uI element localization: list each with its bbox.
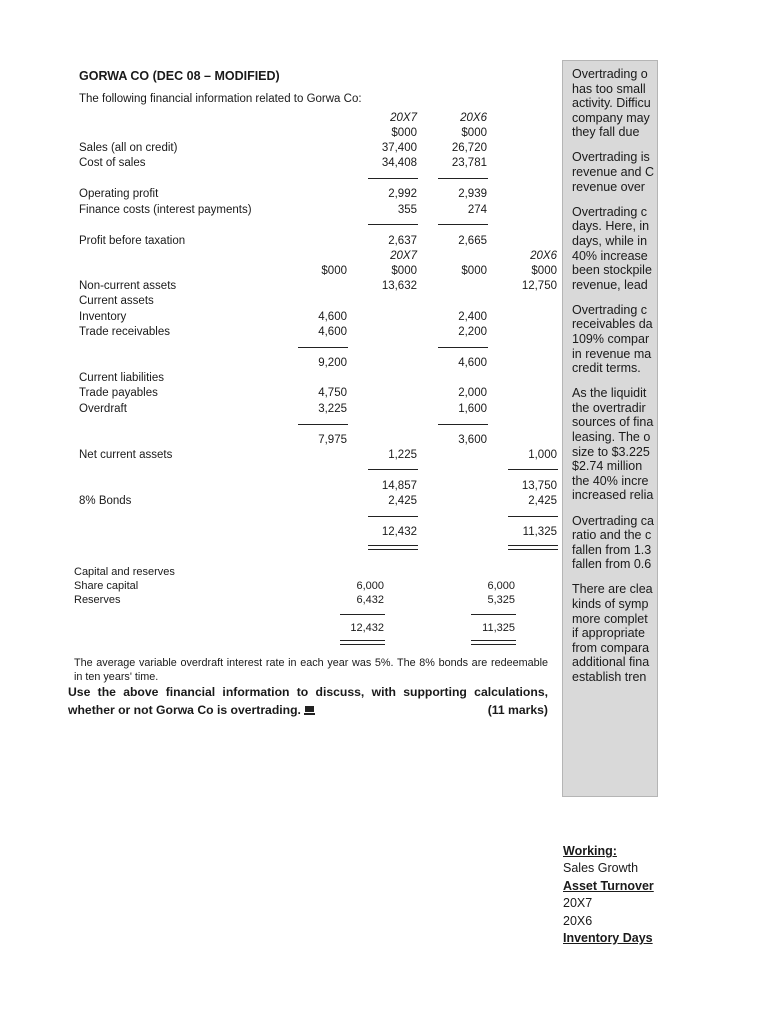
- bs-unit-a: $000: [321, 265, 347, 277]
- rule: [298, 424, 348, 425]
- nca-20x6: 12,750: [521, 280, 557, 292]
- cos-20x6: 23,781: [451, 157, 487, 169]
- answer-text: [572, 67, 658, 695]
- sc-20x7: 6,000: [356, 580, 384, 592]
- answer-paragraph: Overtrading c receivables da 109% compar in revenue ma credit terms.: [572, 302, 653, 376]
- cl-total-20x6: 3,600: [458, 434, 487, 446]
- tp-label: Trade payables: [79, 387, 158, 399]
- page-title: GORWA CO (DEC 08 – MODIFIED): [79, 69, 280, 83]
- bs-unit-d: $000: [531, 265, 557, 277]
- inv-20x7: 4,600: [318, 311, 347, 323]
- tp-20x7: 4,750: [318, 387, 347, 399]
- fin-20x7: 355: [397, 204, 417, 216]
- tr-label: Trade receivables: [79, 326, 170, 338]
- cl-total-20x7: 7,975: [318, 434, 347, 446]
- answer-paragraph: As the liquidit the overtradir sources of fina leasing. The o size to $3.225 $2.74 million the 40% incre increased relia: [572, 386, 654, 503]
- rule: [368, 178, 418, 179]
- nca-label: Non-current assets: [79, 280, 177, 292]
- net-ca-label: Net current assets: [79, 449, 173, 461]
- double-rule: [340, 640, 385, 645]
- sales-growth-label: Sales Growth: [563, 861, 639, 876]
- bonds-20x7: 2,425: [388, 495, 417, 507]
- cr-label: Capital and reserves: [74, 566, 175, 578]
- col-year-20x7: 20X7: [390, 112, 417, 124]
- rule: [438, 224, 488, 225]
- res-20x6: 5,325: [487, 594, 515, 606]
- pbt-20x6: 2,665: [458, 235, 487, 247]
- bs-year-20x7: 20X7: [390, 250, 417, 262]
- net-ca-20x6: 1,000: [528, 449, 557, 461]
- question-line-1: Use the above financial information to discuss, with supporting calculations,: [68, 685, 548, 699]
- answer-paragraph: Overtrading ca ratio and the c fallen from 1.3 fallen from 0.6: [572, 513, 654, 572]
- op-20x6: 2,939: [458, 188, 487, 200]
- asset-turnover-heading: Asset Turnover: [563, 878, 654, 893]
- working-heading: Working:: [563, 844, 617, 858]
- working-section: [563, 843, 654, 947]
- eq-total-20x6: 11,325: [482, 622, 515, 634]
- rule: [508, 469, 558, 470]
- footnote: The average variable overdraft interest rate in each year was 5%. The 8% bonds are redeemable in ten years' time.: [74, 657, 548, 683]
- answer-paragraph: Overtrading is revenue and C revenue over: [572, 150, 655, 194]
- rule: [471, 614, 516, 615]
- answer-panel: [562, 60, 658, 797]
- pbt-20x7: 2,637: [388, 235, 417, 247]
- res-label: Reserves: [74, 594, 121, 606]
- net-ca-20x7: 1,225: [388, 449, 417, 461]
- bs-unit-b: $000: [391, 265, 417, 277]
- marks: (11 marks): [487, 703, 548, 717]
- sc-20x6: 6,000: [487, 580, 515, 592]
- col-year-20x6: 20X6: [460, 112, 487, 124]
- tr-20x7: 4,600: [318, 326, 347, 338]
- bs-year-20x6: 20X6: [530, 250, 557, 262]
- od-20x6: 1,600: [458, 403, 487, 415]
- ca-total-20x6: 4,600: [458, 357, 487, 369]
- bonds-label: 8% Bonds: [79, 495, 132, 507]
- op-label: Operating profit: [79, 188, 159, 200]
- ca-total-20x7: 9,200: [318, 357, 347, 369]
- op-20x7: 2,992: [388, 188, 417, 200]
- answer-paragraph: Overtrading o has too small activity. Difficu company may they fall due: [572, 67, 651, 140]
- question-line-2: [68, 702, 315, 718]
- double-rule: [368, 545, 418, 550]
- working-year-20x6: 20X6: [563, 913, 593, 928]
- col-unit-20x6: $000: [461, 127, 487, 139]
- ca-label: Current assets: [79, 295, 154, 307]
- fin-20x6: 274: [467, 204, 487, 216]
- inv-label: Inventory: [79, 311, 127, 323]
- inventory-days-heading: Inventory Days: [563, 931, 653, 946]
- cos-label: Cost of sales: [79, 157, 146, 169]
- rule: [438, 347, 488, 348]
- rule: [368, 516, 418, 517]
- cl-label: Current liabilities: [79, 372, 165, 384]
- rule: [438, 424, 488, 425]
- net-total-20x6: 11,325: [522, 526, 557, 538]
- tp-20x6: 2,000: [458, 387, 487, 399]
- double-rule: [471, 640, 516, 645]
- rule: [508, 516, 558, 517]
- subtotal-20x6: 13,750: [521, 480, 557, 492]
- inv-20x6: 2,400: [458, 311, 487, 323]
- working-year-20x7: 20X7: [563, 896, 593, 911]
- intro-text: The following financial information related to Gorwa Co:: [79, 93, 362, 105]
- tr-20x6: 2,200: [458, 326, 487, 338]
- sales-20x7: 37,400: [381, 142, 417, 154]
- rule: [368, 469, 418, 470]
- nca-20x7: 13,632: [381, 280, 417, 292]
- rule: [438, 178, 488, 179]
- sc-label: Share capital: [74, 580, 139, 592]
- bs-unit-c: $000: [461, 265, 487, 277]
- fin-label: Finance costs (interest payments): [79, 204, 252, 216]
- eq-total-20x7: 12,432: [350, 622, 384, 634]
- pbt-label: Profit before taxation: [79, 235, 186, 247]
- answer-paragraph: There are clea kinds of symp more complet if appropriate from compara additional fina establish tren: [572, 582, 653, 684]
- question-text: whether or not Gorwa Co is overtrading.: [68, 703, 301, 717]
- od-label: Overdraft: [79, 403, 127, 415]
- double-rule: [508, 545, 558, 550]
- laptop-icon: [304, 706, 315, 715]
- od-20x7: 3,225: [318, 403, 347, 415]
- sales-20x6: 26,720: [451, 142, 487, 154]
- sales-label: Sales (all on credit): [79, 142, 178, 154]
- cos-20x7: 34,408: [381, 157, 417, 169]
- answer-paragraph: Overtrading c days. Here, in days, while in 40% increase been stockpile revenue, lead: [572, 204, 652, 292]
- subtotal-20x7: 14,857: [381, 480, 417, 492]
- res-20x7: 6,432: [356, 594, 384, 606]
- rule: [298, 347, 348, 348]
- rule: [340, 614, 385, 615]
- col-unit-20x7: $000: [391, 127, 417, 139]
- net-total-20x7: 12,432: [381, 526, 417, 538]
- rule: [368, 224, 418, 225]
- bonds-20x6: 2,425: [528, 495, 557, 507]
